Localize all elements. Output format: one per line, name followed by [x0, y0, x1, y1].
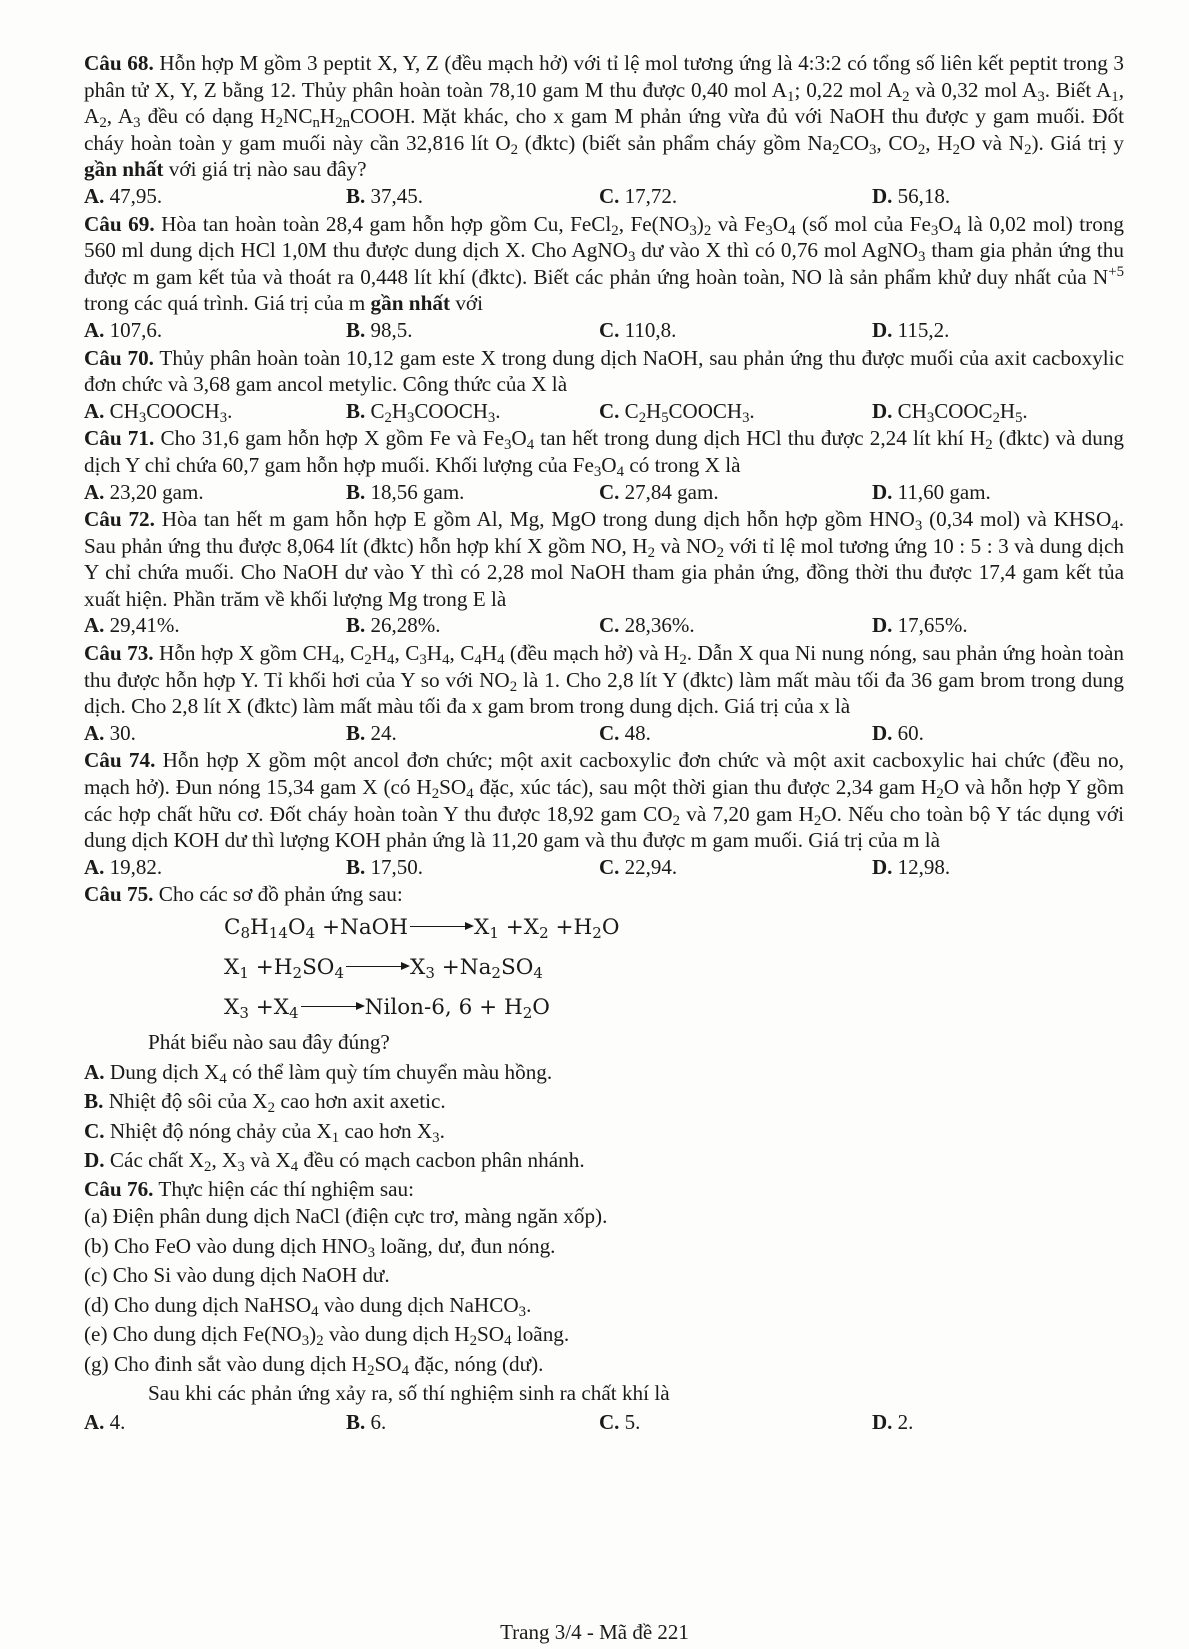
option-letter: B.	[346, 854, 371, 879]
question-75: Câu 75. Cho các sơ đồ phản ứng sau:	[84, 882, 403, 907]
option-b	[346, 720, 599, 747]
option-text: 110,8.	[624, 317, 677, 342]
question-74-text: Hỗn hợp X gồm một ancol đơn chức; một axit cacboxylic đơn chức và một axit cacboxylic hai chức (đều no, mạch hở). Đun nóng 15,34 gam X (có $H_2SO_4$ đặc, xúc tác), sau một thời gian thu được 2,34 gam $H_2O$ và hỗn hợp Y gồm các hợp chất hữu cơ. Đốt cháy hoàn toàn Y thu được 18,92 gam $CO_2$ và 7,20 gam $H_2O$. Nếu cho toàn bộ Y tác dụng với dung dịch KOH dư thì lượng KOH phản ứng là 11,20 gam và thu được m gam muối. Giá trị của m là	[84, 748, 1125, 853]
options-72	[84, 612, 1124, 639]
option-d	[872, 1409, 1122, 1436]
statement-text: Nhiệt độ sôi của $X_2$ cao hơn axit axetic.	[108, 1089, 446, 1116]
option-letter: C.	[599, 613, 625, 638]
option-text: 22,94.	[624, 854, 678, 879]
option-c	[599, 1409, 872, 1436]
statement-b	[84, 1087, 1124, 1117]
option-text: 48.	[624, 720, 651, 745]
question-75-text: Cho các sơ đồ phản ứng sau:	[158, 882, 403, 907]
option-b	[346, 183, 599, 210]
option-letter: D.	[872, 1409, 898, 1434]
option-text: 26,28%.	[370, 613, 441, 638]
option-text: 19,82.	[109, 854, 163, 879]
option-letter: C.	[599, 1409, 625, 1434]
option-letter: C.	[599, 183, 625, 208]
option-letter: B.	[346, 1409, 371, 1434]
option-d	[872, 398, 1122, 425]
option-letter: D.	[872, 317, 898, 342]
option-letter: A.	[84, 720, 110, 745]
option-c	[599, 183, 872, 210]
page-footer: Trang 3/4 - Mã đề 221	[500, 1620, 689, 1644]
option-text: 5.	[624, 1409, 641, 1434]
option-d	[872, 612, 1122, 639]
option-letter: A.	[84, 183, 110, 208]
experiment-item: (c) Cho Si vào dung dịch NaOH dư.	[84, 1263, 390, 1288]
option-letter: B.	[346, 317, 371, 342]
option-text: 115,2.	[897, 317, 950, 342]
option-text: $C_2H_5COOCH_3$.	[624, 398, 755, 426]
option-text: 37,45.	[370, 183, 424, 208]
option-letter: C.	[84, 1118, 110, 1143]
option-text: 17,72.	[624, 183, 678, 208]
statement-c	[84, 1117, 1124, 1147]
option-text: 12,98.	[897, 854, 951, 879]
option-text: 18,56 gam.	[370, 479, 465, 504]
option-b	[346, 612, 599, 639]
option-letter: D.	[872, 720, 898, 745]
question-70-text: Thủy phân hoàn toàn 10,12 gam este X trong dung dịch NaOH, sau phản ứng thu được muối của axit cacboxylic đơn chức và 3,68 gam ancol metylic. Công thức của X là	[84, 345, 1124, 397]
option-text: 27,84 gam.	[624, 479, 719, 504]
reaction-3-products: Nilon-6, $6 + H_2O$	[364, 995, 550, 1022]
reaction-2-products: $X_3 +Na_2SO_4$	[410, 955, 543, 982]
option-text: 17,50.	[370, 854, 424, 879]
option-letter: D.	[872, 854, 898, 879]
option-letter: B.	[346, 479, 371, 504]
experiment-item: (e) Cho dung dịch $Fe(NO_3)_2$ vào dung dịch $H_2SO_4$ loãng.	[84, 1322, 570, 1350]
reaction-2-reactants: $X_1 +H_2SO_4$	[224, 955, 345, 982]
options-73	[84, 720, 1124, 747]
options-76	[84, 1409, 1124, 1436]
option-a	[84, 398, 346, 425]
option-text: 4.	[109, 1409, 126, 1434]
question-71: Câu 71. Cho 31,6 gam hỗn hợp X gồm Fe và $Fe_3O_4$ tan hết trong dung dịch HCl thu được 2,24 lít khí $H_2$ (đktc) và dung dịch Y chỉ chứa 60,7 gam hỗn hợp muối. Khối lượng của $Fe_3O_4$ có trong X là	[84, 426, 1125, 480]
question-76-text: Thực hiện các thí nghiệm sau:	[158, 1176, 415, 1201]
option-text: 107,6.	[109, 317, 163, 342]
option-text: 28,36%.	[624, 613, 695, 638]
option-text: 29,41%.	[109, 613, 180, 638]
option-b	[346, 854, 599, 881]
statement-a	[84, 1058, 1124, 1088]
options-69	[84, 317, 1124, 344]
question-69-text: Hòa tan hoàn toàn 28,4 gam hỗn hợp gồm Cu, FeCl$_2$, $Fe(NO_3)_2$ và $Fe_3O_4$ (số mol của $Fe_3O_4$ là 0,02 mol) trong 560 ml dung dịch HCl 1,0M thu được dung dịch X. Cho AgNO$_3$ dư vào X thì có 0,76 mol AgNO$_3$ tham gia phản ứng thu được m gam kết tủa và thoát ra 0,448 lít khí (đktc). Biết các phản ứng hoàn toàn, NO là sản phẩm khử duy nhất của $N^{+5}$ trong các quá trình. Giá trị của m gần nhất với	[84, 211, 1125, 316]
option-d	[872, 720, 1122, 747]
option-b	[346, 317, 599, 344]
reaction-1	[224, 908, 1124, 948]
option-text: 23,20 gam.	[109, 479, 204, 504]
option-a	[84, 479, 346, 506]
option-text: 6.	[370, 1409, 387, 1434]
question-74: Câu 74. Hỗn hợp X gồm một ancol đơn chức; một axit cacboxylic đơn chức và một axit cacboxylic hai chức (đều no, mạch hở). Đun nóng 15,34 gam X (có $H_2SO_4$ đặc, xúc tác), sau một thời gian thu được 2,34 gam $H_2O$ và hỗn hợp Y gồm các hợp chất hữu cơ. Đốt cháy hoàn toàn Y thu được 18,92 gam $CO_2$ và 7,20 gam $H_2O$. Nếu cho toàn bộ Y tác dụng với dung dịch KOH dư thì lượng KOH phản ứng là 11,20 gam và thu được m gam muối. Giá trị của m là	[84, 748, 1125, 853]
option-letter: D.	[872, 183, 898, 208]
option-letter: A.	[84, 854, 110, 879]
reaction-3-reactants: $X_3 +X_4$	[224, 995, 299, 1022]
question-68: Câu 68. Hỗn hợp M gồm 3 peptit X, Y, Z (đều mạch hở) với tỉ lệ mol tương ứng là 4:3:2 có tổng số liên kết peptit trong 3 phân tử X, Y, Z bằng 12. Thủy phân hoàn toàn 78,10 gam M thu được 0,40 mol $A_1$; 0,22 mol $A_2$ và 0,32 mol $A_3$. Biết $A_1$, $A_2$, $A_3$ đều có dạng $H_2NC_nH_{2n}COOH$. Mặt khác, cho x gam M phản ứng vừa đủ với NaOH thu được y gam muối. Đốt cháy hoàn toàn y gam muối này cần 32,816 lít $O_2$ (đktc) (biết sản phẩm cháy gồm $Na_2CO_3$, $CO_2$, $H_2O$ và $N_2$). Giá trị y gần nhất với giá trị nào sau đây?	[84, 51, 1125, 182]
question-69: Câu 69. Hòa tan hoàn toàn 28,4 gam hỗn hợp gồm Cu, FeCl$_2$, $Fe(NO_3)_2$ và $Fe_3O_4$ (số mol của $Fe_3O_4$ là 0,02 mol) trong 560 ml dung dịch HCl 1,0M thu được dung dịch X. Cho AgNO$_3$ dư vào X thì có 0,76 mol AgNO$_3$ tham gia phản ứng thu được m gam kết tủa và thoát ra 0,448 lít khí (đktc). Biết các phản ứng hoàn toàn, NO là sản phẩm khử duy nhất của $N^{+5}$ trong các quá trình. Giá trị của m gần nhất với	[84, 211, 1125, 316]
option-letter: C.	[599, 720, 625, 745]
options-70	[84, 398, 1124, 425]
option-letter: D.	[872, 613, 898, 638]
option-text: $CH_3COOC_2H_5$.	[897, 398, 1028, 426]
option-a	[84, 720, 346, 747]
options-71	[84, 479, 1124, 506]
option-d	[872, 854, 1122, 881]
option-letter: A.	[84, 317, 110, 342]
statement-text: Các chất $X_2$, $X_3$ và $X_4$ đều có mạch cacbon phân nhánh.	[109, 1148, 585, 1175]
options-68	[84, 183, 1124, 210]
reaction-2	[224, 948, 1124, 988]
option-c	[599, 854, 872, 881]
option-letter: C.	[599, 854, 625, 879]
statement-text: Dung dịch $X_4$ có thể làm quỳ tím chuyển màu hồng.	[109, 1059, 553, 1087]
option-c	[599, 479, 872, 506]
reaction-1-products: $X_1 +X_2 +H_2O$	[474, 915, 620, 942]
arrow-icon	[301, 1006, 363, 1007]
option-d	[872, 479, 1122, 506]
question-73-text: Hỗn hợp X gồm $CH_4$, $C_2H_4$, $C_3H_4$, $C_4H_4$ (đều mạch hở) và $H_2$. Dẫn X qua Ni nung nóng, sau phản ứng hoàn toàn thu được hỗn hợp Y. Tỉ khối hơi của Y so với $NO_2$ là 1. Cho 2,8 lít Y (đktc) làm mất màu tối đa 36 gam brom trong dung dịch. Cho 2,8 lít X (đktc) làm mất màu tối đa x gam brom trong dung dịch. Giá trị của x là	[84, 641, 1124, 719]
statement-d	[84, 1146, 1124, 1176]
option-text: 98,5.	[370, 317, 413, 342]
option-letter: A.	[84, 1409, 110, 1434]
option-letter: C.	[599, 317, 625, 342]
experiment-item: (b) Cho FeO vào dung dịch $HNO_3$ loãng, dư, đun nóng.	[84, 1233, 556, 1261]
option-text: 60.	[897, 720, 924, 745]
options-74	[84, 854, 1124, 881]
option-b	[346, 1409, 599, 1436]
option-c	[599, 612, 872, 639]
option-text: 2.	[897, 1409, 914, 1434]
option-text: $CH_3COOCH_3$.	[109, 398, 233, 426]
option-letter: B.	[84, 1089, 109, 1113]
option-text: 56,18.	[897, 183, 951, 208]
option-letter: B.	[346, 398, 371, 423]
arrow-icon	[410, 926, 472, 927]
option-a	[84, 317, 346, 344]
option-c	[599, 720, 872, 747]
option-a	[84, 1409, 346, 1436]
statement-text: Nhiệt độ nóng chảy của $X_1$ cao hơn $X_3$.	[109, 1118, 445, 1146]
question-68-text: Hỗn hợp M gồm 3 peptit X, Y, Z (đều mạch hở) với tỉ lệ mol tương ứng là 4:3:2 có tổng số liên kết peptit trong 3 phân tử X, Y, Z bằng 12. Thủy phân hoàn toàn 78,10 gam M thu được 0,40 mol $A_1$; 0,22 mol $A_2$ và 0,32 mol $A_3$. Biết $A_1$, $A_2$, $A_3$ đều có dạng $H_2NC_nH_{2n}COOH$. Mặt khác, cho x gam M phản ứng vừa đủ với NaOH thu được y gam muối. Đốt cháy hoàn toàn y gam muối này cần 32,816 lít $O_2$ (đktc) (biết sản phẩm cháy gồm $Na_2CO_3$, $CO_2$, $H_2O$ và $N_2$). Giá trị y gần nhất với giá trị nào sau đây?	[84, 51, 1125, 182]
option-text: 17,65%.	[897, 613, 968, 638]
question-72-text: Hòa tan hết m gam hỗn hợp E gồm Al, Mg, MgO trong dung dịch hỗn hợp gồm $HNO_3$ (0,34 mol) và $KHSO_4$. Sau phản ứng thu được 8,064 lít (đktc) hỗn hợp khí X gồm NO, $H_2$ và $NO_2$ với tỉ lệ mol tương ứng 10 : 5 : 3 và dung dịch Y chỉ chứa muối. Cho NaOH dư vào Y thì có 2,28 mol NaOH tham gia phản ứng, đồng thời thu được 17,4 gam kết tủa xuất hiện. Phần trăm về khối lượng Mg trong E là	[84, 507, 1125, 611]
question-76: Câu 76. Thực hiện các thí nghiệm sau:	[84, 1176, 415, 1201]
option-b	[346, 398, 599, 425]
experiment-item: (d) Cho dung dịch NaHSO$_4$ vào dung dịch NaHCO$_3$.	[84, 1292, 532, 1320]
option-letter: C.	[599, 479, 625, 504]
question-71-text: Cho 31,6 gam hỗn hợp X gồm Fe và $Fe_3O_4$ tan hết trong dung dịch HCl thu được 2,24 lít khí $H_2$ (đktc) và dung dịch Y chỉ chứa 60,7 gam hỗn hợp muối. Khối lượng của $Fe_3O_4$ có trong X là	[84, 426, 1125, 480]
option-letter: A.	[84, 613, 110, 638]
question-76-prompt: Sau khi các phản ứng xảy ra, số thí nghiệm sinh ra chất khí là	[148, 1381, 670, 1406]
option-letter: B.	[346, 720, 371, 745]
option-a	[84, 854, 346, 881]
option-text: $C_2H_3COOCH_3$.	[370, 398, 501, 426]
experiment-item: (a) Điện phân dung dịch NaCl (điện cực trơ, màng ngăn xốp).	[84, 1204, 608, 1229]
exam-page	[84, 50, 1124, 1436]
option-letter: B.	[346, 613, 371, 638]
option-c	[599, 317, 872, 344]
question-75-prompt: Phát biểu nào sau đây đúng?	[148, 1030, 390, 1054]
option-letter: D.	[872, 398, 898, 423]
experiment-item: (g) Cho đinh sắt vào dung dịch $H_2SO_4$ đặc, nóng (dư).	[84, 1351, 544, 1379]
arrow-icon	[346, 966, 408, 967]
option-letter: D.	[84, 1148, 110, 1172]
option-a	[84, 612, 346, 639]
question-76-experiments	[84, 1202, 1124, 1379]
question-73: Câu 73. Hỗn hợp X gồm $CH_4$, $C_2H_4$, $C_3H_4$, $C_4H_4$ (đều mạch hở) và $H_2$. Dẫn X qua Ni nung nóng, sau phản ứng hoàn toàn thu được hỗn hợp Y. Tỉ khối hơi của Y so với $NO_2$ là 1. Cho 2,8 lít Y (đktc) làm mất màu tối đa 36 gam brom trong dung dịch. Cho 2,8 lít X (đktc) làm mất màu tối đa x gam brom trong dung dịch. Giá trị của x là	[84, 641, 1124, 719]
option-a	[84, 183, 346, 210]
question-75-statements	[84, 1058, 1124, 1176]
reaction-1-reactants: $C_8H_{14}O_4$ +NaOH	[224, 915, 409, 942]
question-72: Câu 72. Hòa tan hết m gam hỗn hợp E gồm Al, Mg, MgO trong dung dịch hỗn hợp gồm $HNO_3$ (0,34 mol) và $KHSO_4$. Sau phản ứng thu được 8,064 lít (đktc) hỗn hợp khí X gồm NO, $H_2$ và $NO_2$ với tỉ lệ mol tương ứng 10 : 5 : 3 và dung dịch Y chỉ chứa muối. Cho NaOH dư vào Y thì có 2,28 mol NaOH tham gia phản ứng, đồng thời thu được 17,4 gam kết tủa xuất hiện. Phần trăm về khối lượng Mg trong E là	[84, 507, 1125, 611]
question-70: Câu 70. Thủy phân hoàn toàn 10,12 gam este X trong dung dịch NaOH, sau phản ứng thu được muối của axit cacboxylic đơn chức và 3,68 gam ancol metylic. Công thức của X là	[84, 345, 1124, 397]
option-c	[599, 398, 872, 425]
option-text: 11,60 gam.	[897, 479, 991, 504]
option-text: 30.	[109, 720, 136, 745]
option-letter: A.	[84, 398, 110, 423]
option-d	[872, 183, 1122, 210]
option-d	[872, 317, 1122, 344]
option-letter: B.	[346, 183, 371, 208]
option-text: 24.	[370, 720, 397, 745]
option-letter: A.	[84, 479, 110, 504]
option-letter: C.	[599, 398, 625, 423]
option-text: 47,95.	[109, 183, 163, 208]
option-b	[346, 479, 599, 506]
reaction-3	[224, 988, 1124, 1028]
option-letter: A.	[84, 1059, 110, 1084]
option-letter: D.	[872, 479, 898, 504]
